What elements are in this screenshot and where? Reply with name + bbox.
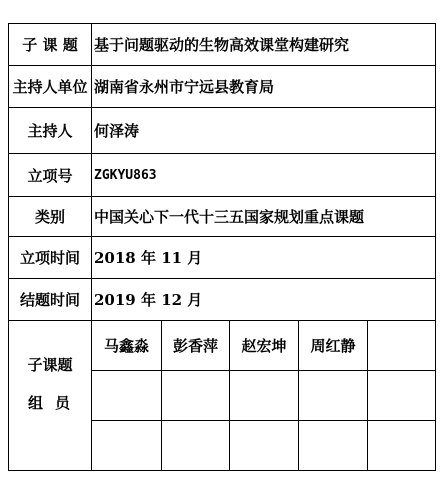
- member-name-1: 马鑫淼: [92, 321, 162, 371]
- row-project-number: [9, 154, 436, 197]
- member-cell: [299, 421, 368, 470]
- row-end-date: [9, 279, 436, 321]
- member-cell: [92, 421, 162, 470]
- member-name-3: 赵宏坤: [230, 321, 299, 371]
- end-date-value: 2019 年 12 月: [92, 279, 436, 320]
- member-cell: [230, 421, 299, 470]
- row-subject: [9, 24, 436, 66]
- row-start-date: [9, 237, 436, 279]
- member-name-2: 彭香萍: [162, 321, 230, 371]
- member-name-4: 周红静: [299, 321, 368, 371]
- members-label-line2: 组员: [27, 394, 82, 412]
- category-label: 类别: [9, 197, 92, 236]
- end-date-label: 结题时间: [9, 279, 92, 320]
- member-cell: [92, 371, 162, 421]
- host-unit-value: 湖南省永州市宁远县教育局: [92, 66, 436, 107]
- host-label: 主持人: [9, 108, 92, 153]
- project-number-label: 立项号: [9, 154, 92, 196]
- member-cell: [368, 421, 436, 470]
- start-date-label: 立项时间: [9, 237, 92, 278]
- project-info-table: [8, 23, 436, 471]
- members-label-line1: 子课题: [27, 356, 73, 374]
- members-grid: [92, 321, 436, 470]
- member-cell: [230, 371, 299, 421]
- start-date-value: 2018 年 11 月: [92, 237, 436, 278]
- member-cell: [299, 371, 368, 421]
- row-category: [9, 197, 436, 237]
- member-name-5: [368, 321, 436, 371]
- members-block: [9, 321, 436, 471]
- host-value: 何泽涛: [92, 108, 436, 153]
- project-number-value: ZGKYU863: [92, 154, 436, 196]
- member-cell: [162, 371, 230, 421]
- row-host: [9, 108, 436, 154]
- members-label: [9, 321, 92, 470]
- subject-value: 基于问题驱动的生物高效课堂构建研究: [92, 24, 436, 65]
- member-cell: [162, 421, 230, 470]
- host-unit-label: 主持人单位: [9, 66, 92, 107]
- subject-label: 子 课 题: [9, 24, 92, 65]
- row-host-unit: [9, 66, 436, 108]
- category-value: 中国关心下一代十三五国家规划重点课题: [92, 197, 436, 236]
- member-cell: [368, 371, 436, 421]
